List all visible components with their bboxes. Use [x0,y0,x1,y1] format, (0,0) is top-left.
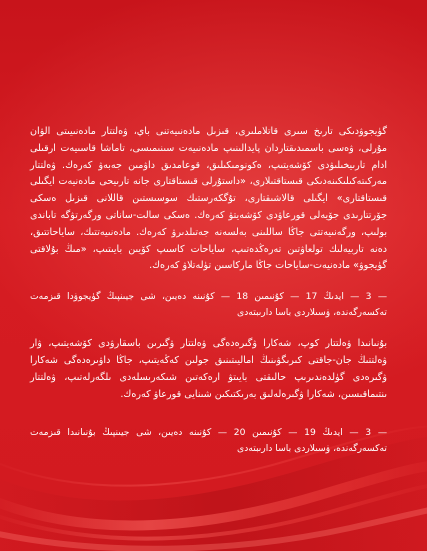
citation-2: — 3 — ايدىڭ 19 — كۇنىمىن 20 — كۇنىنە دەيىن، شى جيىنپىڭ بۇنىانىدا قىزمەت تەكسەرگەندە، ۋسىلاردى باسا دارىبتەدى [30,427,388,454]
paragraph-1: گۈيجوۋدىكى تارىخ سىرى قاتلاملىرى، قىزىل مادەنىيەتنى باي، ۋەلتتار مادەنىيىتى الۋان مۇرلى، ۋەسى باسمىدىقتاردان پايدالىنىپ مادەنىيەت سىنىمىسى، تاماشا قاسىيەت ارقىلى ادام تارىيخىلىۋدى كۆشەيتىپ، ەكونومىكىلىق، قوعامدىق داۋمىن جەبەۋ كەرەك. ۋەلتتار مەركىتەكىلىكىنەدىكى قىستاقتىلارى، «داستۇرلى قىستاقتارى جانە تارىيحى مادەنيەت ايگىلى قىستاقتارى» ايگىلى قالاشىقتارى، تۇگكەرستىك سوسىستىن قاللانى قىزىل ەسكى جۆرتتارىدى جۆيەلى قورعاۋدى كۆشەيتۋ كەرەك. ەسكى سالت-ساناتى ورگەرتۋگە تاباندى بولىپ، ورگەنىيەتتى جاڭا ساللىنى بەلسەنە جەتىلدىرۋ كەرەك. مادەنىيەتتىك، ساياحاتتىق، دەنە تاربيەلىك تولعاۋتىن تەرەڭدەتىپ، ساياحات كاسىپ كۆيىن بايىتىپ، «مىڭ بۇلاقتى گۈيجوۋ» مادەنيەت-ساياحات جاڭا ماركاسىن تۈلەتلاۋ كەرەك. [30,126,387,272]
article-body [30,124,387,456]
paragraph-2: بۇنىانىدا ۋەلتتار كوپ، شەكارا ۋگىرەدەگى ۋەلتتار ۋگىرىن باسقارۋدى كۆشەيتىپ، ۋار ۋەلتتىڭ جان-جاقتى كىرىگۋىنىڭ اماليىتىنىق جولىن كەڭەيتىپ، جاڭا داۋىرەدەگى شەكارا ۋگىرەدى گۈلدەندىرىپ حالىقتى بايىتۋ ارەكەتىن شىكەرىسلەدى ىلگەرلەتىپ، ۋەلتتار ىنتىماقىسىن، شەكارا ۋگىرەلەلىق بەرىكتىكىن شىنايى قورعاۋ كەرەك. [30,338,387,400]
citation-1: — 3 — ايدىڭ 17 — كۇنىمىن 18 — كۇنىنە دەيىن، شى جيىنپىڭ گۈيجوۋدا قىزمەت تەكسەرگەندە، ۋسىلاردى باسا دارىبتەدى [30,291,388,318]
